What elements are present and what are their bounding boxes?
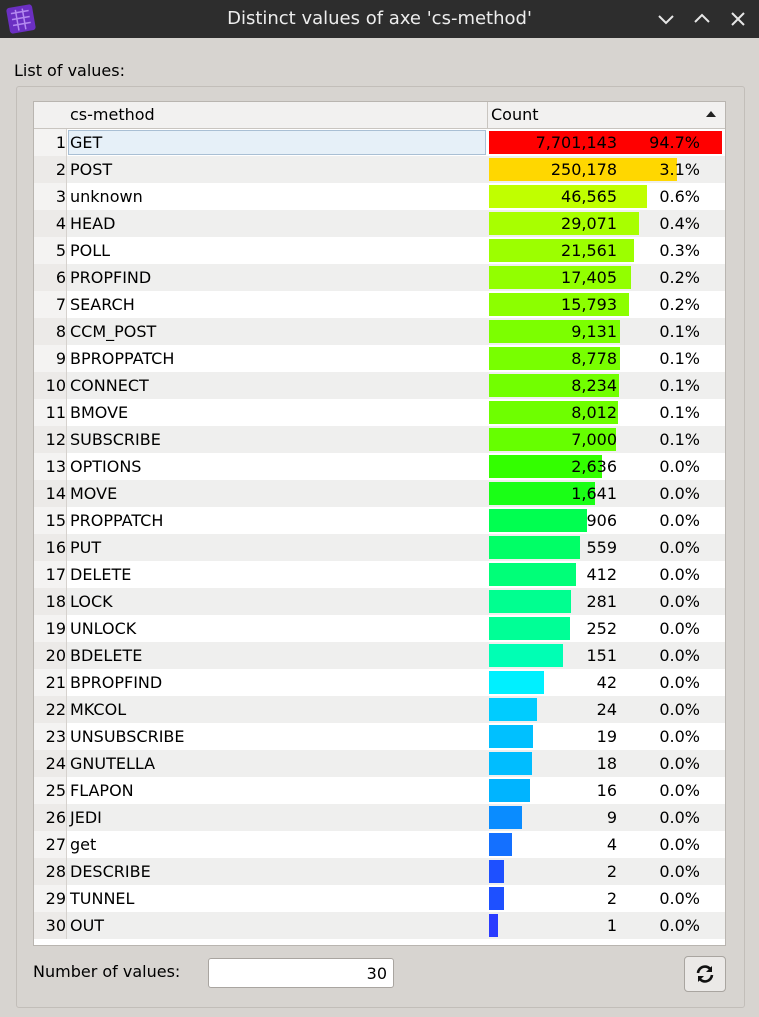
row-number: 9	[34, 345, 67, 372]
table-row[interactable]	[34, 615, 725, 642]
row-number: 26	[34, 804, 67, 831]
table-row[interactable]	[34, 831, 725, 858]
table-row[interactable]	[34, 777, 725, 804]
method-cell: JEDI	[70, 808, 102, 827]
method-cell: MOVE	[70, 484, 118, 503]
method-cell: SUBSCRIBE	[70, 430, 161, 449]
table-row[interactable]	[34, 129, 725, 156]
row-number: 28	[34, 858, 67, 885]
row-number: 5	[34, 237, 67, 264]
method-cell: POLL	[70, 241, 111, 260]
percent-cell: 0.0%	[659, 835, 700, 854]
column-divider[interactable]	[487, 102, 488, 128]
table-row[interactable]	[34, 210, 725, 237]
percent-cell: 0.0%	[659, 727, 700, 746]
row-number: 20	[34, 642, 67, 669]
table-row[interactable]	[34, 480, 725, 507]
percent-cell: 0.2%	[659, 268, 700, 287]
count-cell: 17,405	[561, 268, 617, 287]
percent-cell: 0.2%	[659, 295, 700, 314]
row-number: 17	[34, 561, 67, 588]
table-row[interactable]	[34, 750, 725, 777]
percent-cell: 0.0%	[659, 889, 700, 908]
row-number: 15	[34, 507, 67, 534]
title-bar	[0, 0, 759, 38]
count-cell: 252	[586, 619, 617, 638]
percent-cell: 0.6%	[659, 187, 700, 206]
percent-cell: 0.3%	[659, 241, 700, 260]
count-cell: 29,071	[561, 214, 617, 233]
method-cell: PROPPATCH	[70, 511, 164, 530]
row-number: 2	[34, 156, 67, 183]
method-cell: UNSUBSCRIBE	[70, 727, 185, 746]
method-cell: PROPFIND	[70, 268, 152, 287]
row-number: 21	[34, 669, 67, 696]
count-cell: 8,234	[571, 376, 617, 395]
table-row[interactable]	[34, 885, 725, 912]
selected-cell[interactable]	[68, 130, 486, 155]
row-number: 4	[34, 210, 67, 237]
row-number: 6	[34, 264, 67, 291]
method-cell: POST	[70, 160, 113, 179]
count-cell: 8,012	[571, 403, 617, 422]
percent-cell: 0.0%	[659, 754, 700, 773]
count-cell: 281	[586, 592, 617, 611]
count-cell: 7,701,143	[535, 133, 617, 152]
method-cell: CCM_POST	[70, 322, 157, 341]
row-number: 29	[34, 885, 67, 912]
refresh-button[interactable]	[684, 956, 726, 992]
column-header-count[interactable]: Count	[491, 105, 539, 124]
column-header-method[interactable]: cs-method	[70, 105, 155, 124]
method-cell: TUNNEL	[70, 889, 135, 908]
table-row[interactable]	[34, 642, 725, 669]
percent-cell: 0.0%	[659, 700, 700, 719]
number-of-values-label: Number of values:	[33, 962, 181, 981]
percent-cell: 0.0%	[659, 781, 700, 800]
method-cell: OPTIONS	[70, 457, 142, 476]
count-cell: 9,131	[571, 322, 617, 341]
percent-cell: 0.4%	[659, 214, 700, 233]
row-number: 7	[34, 291, 67, 318]
method-cell: HEAD	[70, 214, 116, 233]
count-cell: 250,178	[550, 160, 617, 179]
row-number: 12	[34, 426, 67, 453]
row-number: 3	[34, 183, 67, 210]
percent-cell: 0.1%	[659, 376, 700, 395]
percent-cell: 0.0%	[659, 862, 700, 881]
refresh-icon	[694, 963, 716, 985]
row-number: 24	[34, 750, 67, 777]
row-number: 1	[34, 129, 67, 156]
method-cell: get	[70, 835, 97, 854]
method-cell: CONNECT	[70, 376, 149, 395]
method-cell: OUT	[70, 916, 105, 935]
method-cell: LOCK	[70, 592, 113, 611]
percent-cell: 3.1%	[659, 160, 700, 179]
table-row[interactable]	[34, 237, 725, 264]
row-number: 10	[34, 372, 67, 399]
table-row[interactable]	[34, 723, 725, 750]
table-row[interactable]	[34, 372, 725, 399]
table-row[interactable]	[34, 318, 725, 345]
percent-cell: 0.0%	[659, 592, 700, 611]
row-number: 16	[34, 534, 67, 561]
row-number: 11	[34, 399, 67, 426]
table-row[interactable]	[34, 453, 725, 480]
percent-cell: 0.0%	[659, 916, 700, 935]
table-row[interactable]	[34, 399, 725, 426]
method-cell: unknown	[70, 187, 143, 206]
percent-cell: 0.0%	[659, 619, 700, 638]
method-cell: GNUTELLA	[70, 754, 156, 773]
percent-cell: 94.7%	[649, 133, 700, 152]
list-of-values-label: List of values:	[14, 61, 125, 80]
method-cell: GET	[70, 133, 103, 152]
row-number: 19	[34, 615, 67, 642]
minimize-icon[interactable]	[655, 8, 677, 30]
percent-cell: 0.0%	[659, 673, 700, 692]
percent-cell: 0.1%	[659, 430, 700, 449]
number-of-values-input[interactable]	[208, 958, 394, 988]
count-cell: 21,561	[561, 241, 617, 260]
table-row[interactable]	[34, 669, 725, 696]
count-cell: 19	[596, 727, 617, 746]
percent-cell: 0.0%	[659, 538, 700, 557]
count-cell: 2	[606, 889, 617, 908]
count-cell: 8,778	[571, 349, 617, 368]
sort-ascending-icon[interactable]	[706, 111, 716, 117]
percent-cell: 0.0%	[659, 646, 700, 665]
method-cell: BMOVE	[70, 403, 129, 422]
row-number: 30	[34, 912, 67, 939]
row-number: 22	[34, 696, 67, 723]
count-cell: 1,641	[571, 484, 617, 503]
count-cell: 2,636	[571, 457, 617, 476]
table-row[interactable]	[34, 426, 725, 453]
method-cell: DELETE	[70, 565, 132, 584]
method-cell: MKCOL	[70, 700, 127, 719]
method-cell: BDELETE	[70, 646, 143, 665]
table-row[interactable]	[34, 345, 725, 372]
count-cell: 15,793	[561, 295, 617, 314]
percent-cell: 0.0%	[659, 808, 700, 827]
count-cell: 42	[596, 673, 617, 692]
table-row[interactable]	[34, 696, 725, 723]
table-row[interactable]	[34, 183, 725, 210]
count-cell: 24	[596, 700, 617, 719]
method-cell: FLAPON	[70, 781, 134, 800]
percent-cell: 0.1%	[659, 322, 700, 341]
row-number: 23	[34, 723, 67, 750]
count-cell: 18	[596, 754, 617, 773]
percent-cell: 0.0%	[659, 484, 700, 503]
percent-cell: 0.0%	[659, 511, 700, 530]
table-row[interactable]	[34, 912, 725, 939]
method-cell: UNLOCK	[70, 619, 137, 638]
method-cell: BPROPPATCH	[70, 349, 175, 368]
window-title: Distinct values of axe 'cs-method'	[227, 8, 532, 29]
row-number: 18	[34, 588, 67, 615]
method-cell: DESCRIBE	[70, 862, 151, 881]
row-number: 13	[34, 453, 67, 480]
count-cell: 1	[606, 916, 617, 935]
count-cell: 151	[586, 646, 617, 665]
table-row[interactable]	[34, 264, 725, 291]
count-cell: 4	[606, 835, 617, 854]
table-row[interactable]	[34, 156, 725, 183]
count-cell: 2	[606, 862, 617, 881]
values-table[interactable]	[33, 101, 726, 946]
table-row[interactable]	[34, 588, 725, 615]
close-icon[interactable]	[727, 8, 749, 30]
count-cell: 16	[596, 781, 617, 800]
row-number: 8	[34, 318, 67, 345]
table-row[interactable]	[34, 804, 725, 831]
table-row[interactable]	[34, 291, 725, 318]
count-cell: 412	[586, 565, 617, 584]
row-number: 14	[34, 480, 67, 507]
method-cell: SEARCH	[70, 295, 135, 314]
count-cell: 559	[586, 538, 617, 557]
count-cell: 9	[606, 808, 617, 827]
percent-cell: 0.1%	[659, 349, 700, 368]
method-cell: PUT	[70, 538, 102, 557]
table-row[interactable]	[34, 561, 725, 588]
table-row[interactable]	[34, 858, 725, 885]
percent-cell: 0.0%	[659, 457, 700, 476]
percent-cell: 0.0%	[659, 565, 700, 584]
count-cell: 906	[586, 511, 617, 530]
table-header	[34, 102, 725, 129]
table-row[interactable]	[34, 507, 725, 534]
maximize-icon[interactable]	[691, 8, 713, 30]
method-cell: BPROPFIND	[70, 673, 163, 692]
row-number: 25	[34, 777, 67, 804]
percent-cell: 0.1%	[659, 403, 700, 422]
row-number: 27	[34, 831, 67, 858]
count-cell: 46,565	[561, 187, 617, 206]
table-row[interactable]	[34, 534, 725, 561]
count-cell: 7,000	[571, 430, 617, 449]
